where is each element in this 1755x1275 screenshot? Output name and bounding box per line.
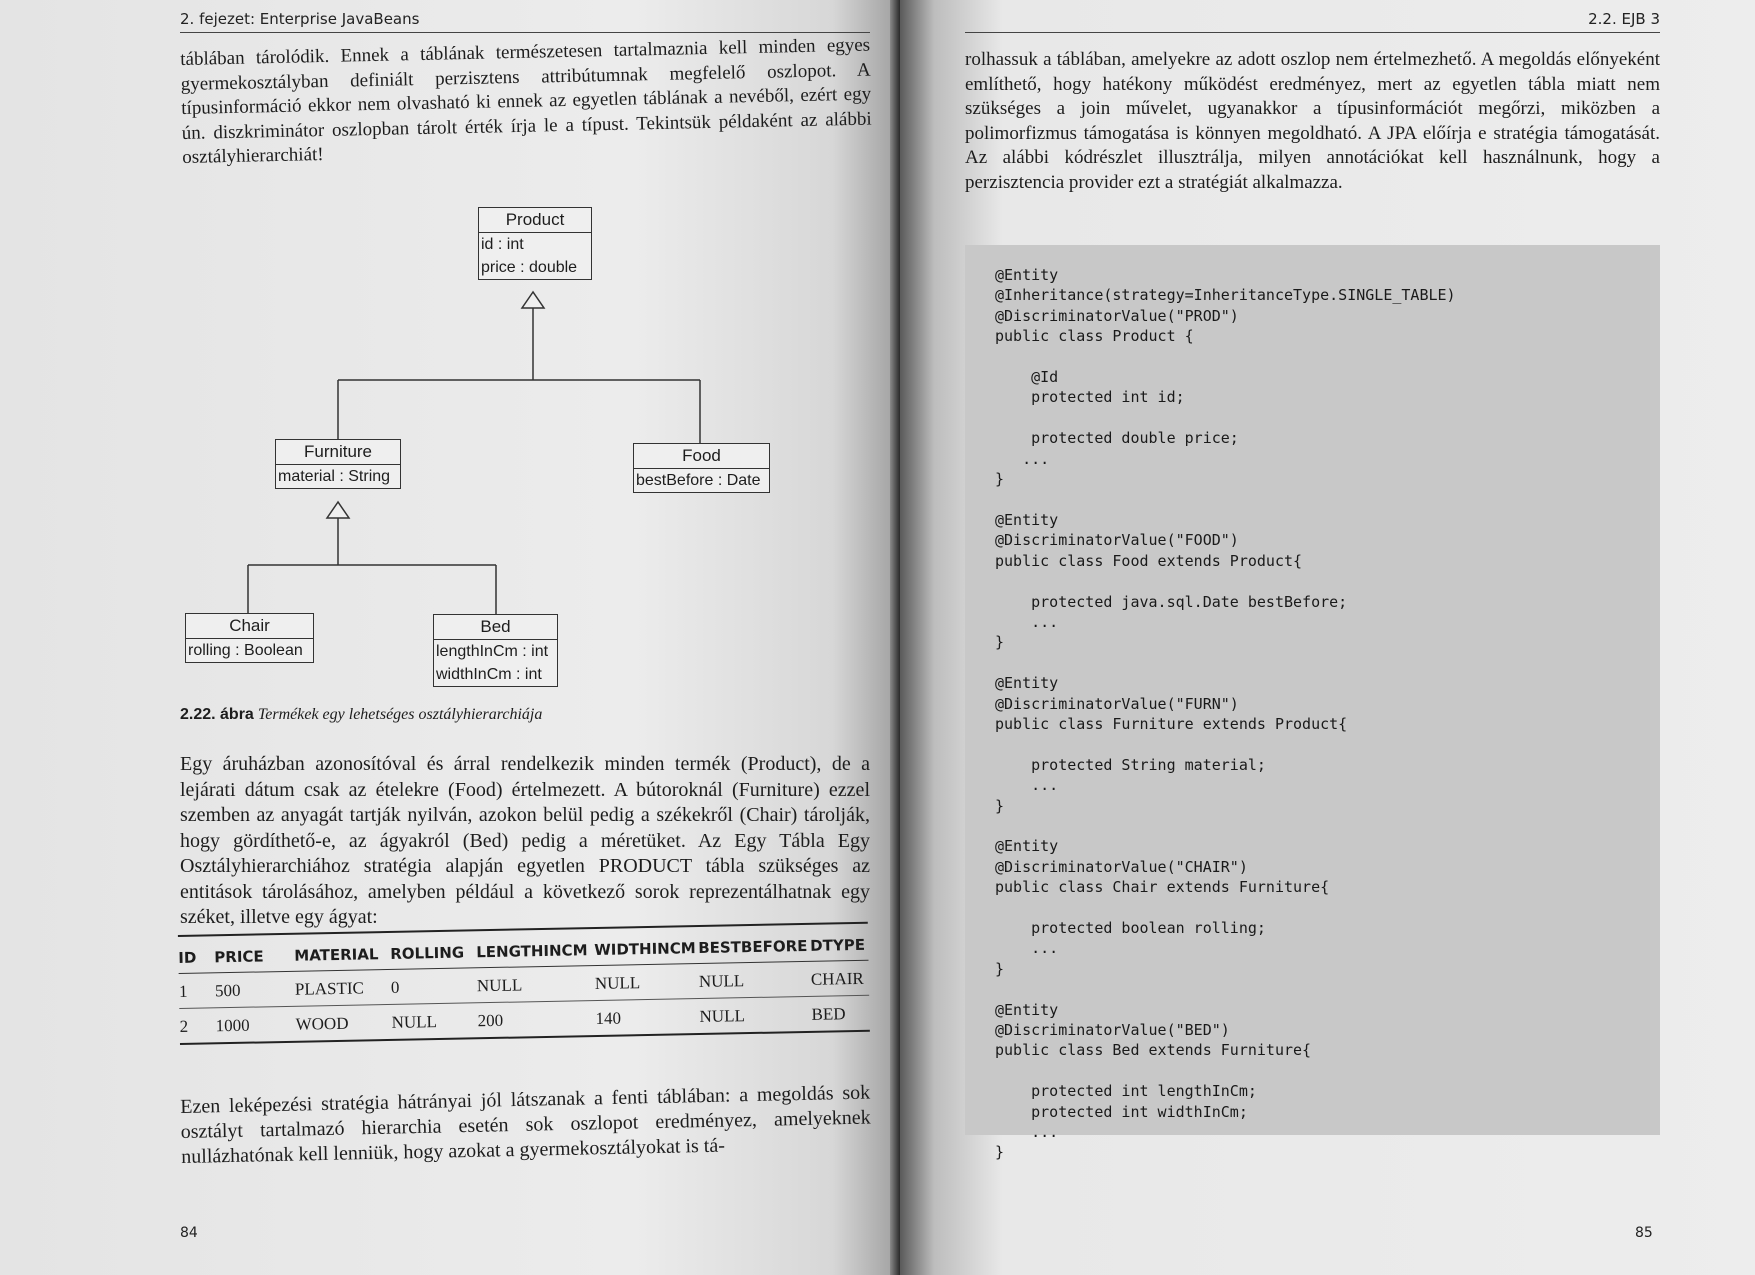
table-header: MATERIAL	[294, 945, 379, 965]
table-cell: 2	[179, 1016, 189, 1037]
uml-class-name: Food	[634, 444, 769, 469]
caption-text: Termékek egy lehetséges osztályhierarchiája	[257, 706, 543, 723]
table-cell: 1000	[215, 1015, 250, 1036]
table-header: BESTBEFORE	[698, 936, 808, 958]
uml-class-product	[478, 207, 592, 280]
uml-attribute: id : int	[481, 236, 524, 253]
table-header: WIDTHINCM	[594, 939, 696, 960]
table-cell: NULL	[699, 1006, 746, 1027]
uml-class-bed	[433, 614, 558, 687]
uml-attribute: widthInCm : int	[436, 666, 542, 683]
uml-class-furniture	[275, 439, 401, 489]
page-number-left: 84	[180, 1225, 198, 1241]
table-cell: 200	[477, 1010, 504, 1031]
uml-attribute: rolling : Boolean	[188, 642, 303, 659]
table-cell: NULL	[594, 973, 641, 994]
inheritance-lines	[0, 0, 905, 720]
uml-class-name: Chair	[186, 614, 313, 639]
table-cell: WOOD	[295, 1013, 349, 1034]
table-header: LENGTHINCM	[476, 941, 588, 962]
table-cell: 500	[214, 980, 241, 1001]
table-cell: NULL	[391, 1012, 438, 1032]
paragraph-top-right: rolhassuk a táblában, amelyekre az adott oszlop nem értelmezhető. A megoldás előnyeként említhető, hogy hatékony működést eredményez, mert az egyetlen tábla miatt nem szükséges a join művelet, ugyanakkor a típusinformációt megőrzi, miközben a polimorfizmus támogatása is könnyen megoldható. A JPA előírja e stratégia támogatását. Az alábbi kódrészlet illusztrálja, milyen annotációkat kell használnunk, hogy a perzisztencia provider ezt a stratégiát alkalmazza.	[965, 49, 1660, 193]
uml-attribute: bestBefore : Date	[636, 472, 761, 489]
code-listing	[965, 245, 1660, 1162]
table-header: ROLLING	[390, 943, 465, 963]
table-cell: NULL	[476, 975, 523, 996]
page-number-right: 85	[1635, 1225, 1653, 1241]
figure-caption	[180, 706, 542, 724]
paragraph-top-left: táblában tárolódik. Ennek a táblának természetesen tartalmaznia kell minden egyes gyermekosztályban definiált perzisztens attribútumnak megfelelő oszlopot. A típusinformáció ekkor nem olvasható ki ennek az egyetlen táblának a nevéből, ezért egy ún. diszkriminátor oszlopban tárolt érték írja le a típust. Tekintsük példaként az alábbi osztályhierarchiát!	[180, 34, 872, 168]
code-text: @Entity @Inheritance(strategy=InheritanceType.SINGLE_TABLE) @DiscriminatorValue("PROD") public class Product { @Id protected int id; protected double price; ... } @Entity @DiscriminatorValue("FOOD") public class Food extends Product{ protected java.sql.Date bestBefore; ... } @Entity @DiscriminatorValue("FURN") public class Furniture extends Product{ protected String material; ... } @Entity @DiscriminatorValue("CHAIR") public class Chair extends Furniture{ protected boolean rolling; ... } @Entity @DiscriminatorValue("BED") public class Bed extends Furniture{ protected int lengthInCm; protected int widthInCm; ... }	[995, 266, 1456, 1162]
uml-attribute: lengthInCm : int	[436, 643, 549, 660]
table-cell: CHAIR	[810, 968, 864, 989]
table-header: PRICE	[214, 947, 264, 967]
uml-class-chair	[185, 613, 314, 663]
uml-class-name: Product	[479, 208, 591, 233]
uml-class-name: Bed	[434, 615, 557, 640]
table-cell: 140	[595, 1008, 622, 1029]
header-rule-right	[965, 32, 1660, 33]
paragraph-mid-left: Egy áruházban azonosítóval és árral rendelkezik minden termék (Product), de a lejárati dátum csak az ételekre (Food) értelmezett. A bútoroknál (Furniture) ezzel szemben az anyagát tartják nyilván, azokon belül pedig a székekről (Chair) tárolják, hogy gördíthető-e, az ágyakról (Bed) pedig a méretüket. Az Egy Tábla Egy Osztályhierarchiához stratégia alapján egyetlen PRODUCT tábla szükséges az entitások tárolásához, amelyben például a következő sorok reprezentálhatnak egy széket, illetve egy ágyat:	[180, 753, 870, 928]
table-cell: NULL	[698, 971, 745, 992]
running-head-right: 2.2. EJB 3	[1588, 10, 1660, 28]
table-header: ID	[178, 948, 197, 968]
table-cell: 0	[390, 977, 400, 997]
running-head-left: 2. fejezet: Enterprise JavaBeans	[180, 10, 420, 28]
uml-class-name: Furniture	[276, 440, 400, 465]
uml-attribute: price : double	[481, 259, 578, 276]
caption-number: 2.22. ábra	[180, 706, 254, 723]
uml-class-food	[633, 443, 770, 493]
table-header: DTYPE	[810, 935, 866, 955]
paragraph-bottom-left: Ezen leképezési stratégia hátrányai jól látszanak a fenti táblában: a megoldás sok osztályt tartalmazó hierarchia esetén sok oszlopot eredményez, amelyeknek nullázhatónak kell lenniük, hogy azokat a gyermekosztályokat is tá-	[180, 1081, 871, 1168]
table-cell: PLASTIC	[294, 978, 365, 999]
product-table	[178, 922, 870, 1045]
table-cell: BED	[811, 1004, 846, 1024]
table-cell: 1	[178, 981, 188, 1002]
uml-attribute: material : String	[278, 468, 391, 485]
